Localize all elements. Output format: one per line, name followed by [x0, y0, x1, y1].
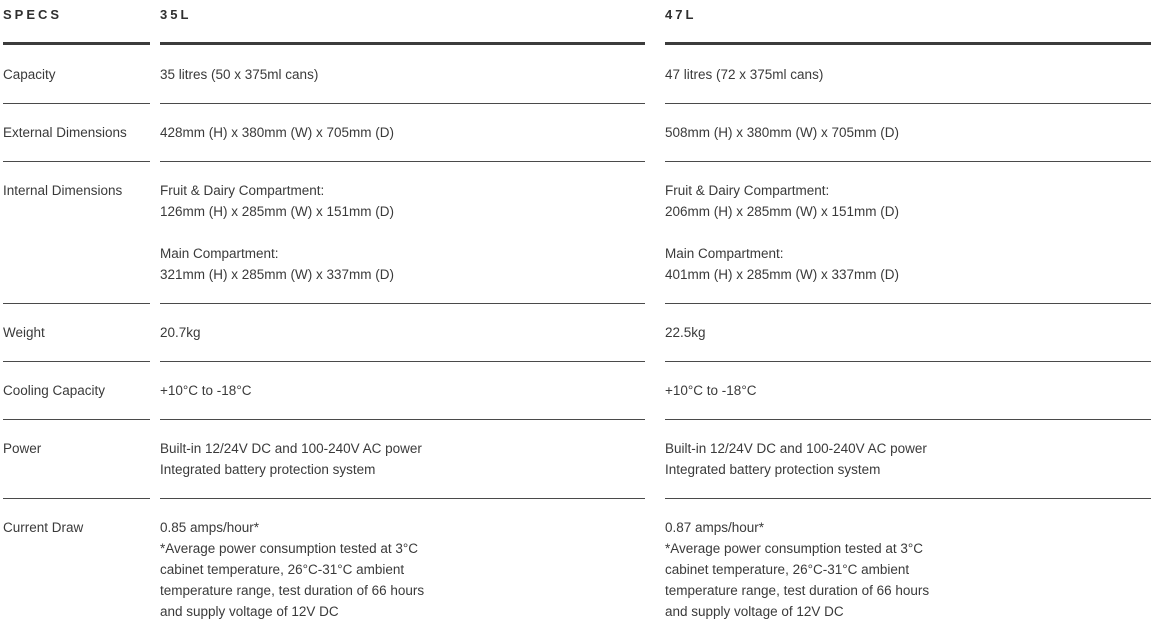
spec-value-weight-47l [665, 322, 1151, 343]
spec-value-capacity-35l [160, 64, 645, 85]
header-rule [160, 42, 645, 45]
row-divider [665, 419, 1151, 420]
spec-value: +10°C to -18°C [160, 383, 252, 398]
row-divider [160, 361, 645, 362]
spec-label: Internal Dimensions [3, 183, 123, 198]
spec-value: 0.85 amps/hour* *Average power consumption tested at 3°C cabinet temperature, 26°C-31°C ambient temperature range, test duration of 66 hours and supply voltage of 12V DC [160, 520, 425, 619]
row-divider [665, 161, 1151, 162]
spec-label: Current Draw [3, 520, 84, 535]
spec-value: Built-in 12/24V DC and 100-240V AC power Integrated battery protection system [665, 441, 927, 477]
spec-value: 22.5kg [665, 325, 706, 340]
row-divider [3, 303, 150, 304]
spec-value-internal-dimensions-35l [160, 180, 645, 285]
row-divider [3, 419, 150, 420]
model-47l-header: 47L [665, 7, 697, 22]
model-35l-header: 35L [160, 7, 192, 22]
row-divider [665, 303, 1151, 304]
spec-value: 428mm (H) x 380mm (W) x 705mm (D) [160, 125, 395, 140]
spec-value-current-draw-47l [665, 517, 1151, 622]
row-divider [160, 498, 645, 499]
spec-value-current-draw-35l [160, 517, 645, 622]
specs-header: SPECS [3, 7, 63, 22]
row-divider [3, 498, 150, 499]
spec-value: 0.87 amps/hour* *Average power consumption tested at 3°C cabinet temperature, 26°C-31°C ambient temperature range, test duration of 66 hours and supply voltage of 12V DC [665, 520, 930, 619]
spec-value-power-47l [665, 438, 1151, 480]
row-divider [160, 103, 645, 104]
spec-value-cooling-capacity-35l [160, 380, 645, 401]
row-divider [665, 498, 1151, 499]
spec-value: 35 litres (50 x 375ml cans) [160, 67, 319, 82]
spec-row-internal-dimensions-label [3, 180, 150, 201]
spec-row-cooling-capacity-label [3, 380, 150, 401]
row-divider [160, 419, 645, 420]
row-divider [3, 103, 150, 104]
spec-label: Cooling Capacity [3, 383, 106, 398]
row-divider [3, 361, 150, 362]
spec-label: Capacity [3, 67, 56, 82]
spec-value-power-35l [160, 438, 645, 480]
spec-value: Built-in 12/24V DC and 100-240V AC power Integrated battery protection system [160, 441, 422, 477]
spec-row-weight-label [3, 322, 150, 343]
spec-value: 47 litres (72 x 375ml cans) [665, 67, 824, 82]
spec-row-external-dimensions-label [3, 122, 150, 143]
spec-value-capacity-47l [665, 64, 1151, 85]
spec-value: 508mm (H) x 380mm (W) x 705mm (D) [665, 125, 900, 140]
spec-value-cooling-capacity-47l [665, 380, 1151, 401]
spec-value: 20.7kg [160, 325, 201, 340]
row-divider [3, 161, 150, 162]
spec-row-current-draw-label [3, 517, 150, 538]
row-divider [665, 361, 1151, 362]
spec-value: +10°C to -18°C [665, 383, 757, 398]
spec-row-capacity-label [3, 64, 150, 85]
row-divider [160, 303, 645, 304]
spec-value: Fruit & Dairy Compartment: 126mm (H) x 285mm (W) x 151mm (D) Main Compartment: 321mm (H) x 285mm (W) x 337mm (D) [160, 183, 395, 282]
spec-value-external-dimensions-47l [665, 122, 1151, 143]
spec-value-weight-35l [160, 322, 645, 343]
spec-label: Power [3, 441, 42, 456]
header-rule [3, 42, 150, 45]
header-rule [665, 42, 1151, 45]
spec-value-external-dimensions-35l [160, 122, 645, 143]
row-divider [665, 103, 1151, 104]
spec-label: Weight [3, 325, 45, 340]
spec-row-power-label [3, 438, 150, 459]
spec-value-internal-dimensions-47l [665, 180, 1151, 285]
spec-label: External Dimensions [3, 125, 127, 140]
row-divider [160, 161, 645, 162]
spec-value: Fruit & Dairy Compartment: 206mm (H) x 285mm (W) x 151mm (D) Main Compartment: 401mm (H) x 285mm (W) x 337mm (D) [665, 183, 900, 282]
